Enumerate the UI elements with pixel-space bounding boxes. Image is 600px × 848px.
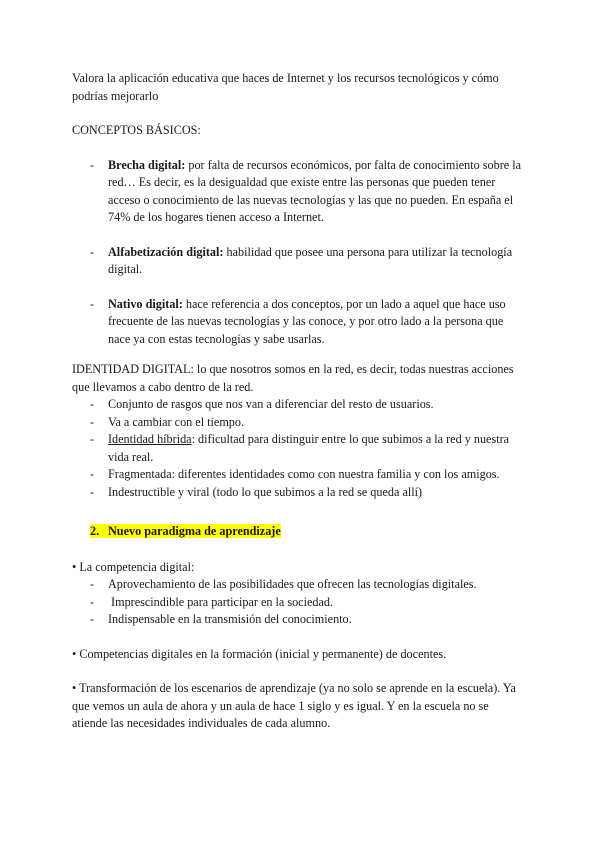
dash-marker: - [90,612,95,626]
concepts-heading: CONCEPTOS BÁSICOS: [72,123,201,137]
document-page [72,70,524,733]
concept-item [72,244,524,279]
dash-marker: - [90,594,95,609]
section-highlight [90,524,281,538]
dash-marker: - [90,577,95,591]
identity-text: Conjunto de rasgos que nos van a diferenciar del resto de usuarios. [108,397,434,411]
dash-marker: - [90,157,95,172]
dash-marker: - [90,244,95,259]
dash-marker: - [90,414,95,429]
concept-text: por falta de recursos económicos, por falta de conocimiento sobre la red… Es decir, es la desigualdad que existe entre las personas que pueden tener acceso o conocimiento de las nuevas tecnologías y las que no pueden. En españa el 74% de los hogares tienen acceso a Internet. [108,157,522,224]
concept-text: hace referencia a dos conceptos, por un lado a aquel que hace uso frecuente de las nuevas tecnologías y las conoce, y por otro lado a la persona que nace ya con estas tecnologías y sabe usarlas. [108,296,506,346]
identity-item [72,396,524,414]
competence-heading: • La competencia digital: [72,559,195,574]
section-number: 2. [90,524,100,538]
bullet-paragraph: • Competencias digitales en la formación (inicial y permanente) de docentes. [72,646,447,661]
competence-item [72,611,524,629]
competence-item [72,576,524,594]
identity-item [72,431,524,466]
identity-list [72,396,524,501]
identity-text: Indestructible y viral (todo lo que subimos a la red se queda allí) [108,484,423,499]
dash-marker: - [90,467,95,481]
identity-text: Va a cambiar con el tiempo. [108,414,245,429]
identity-item [72,414,524,432]
competence-text: Indispensable en la transmisión del conocimiento. [108,612,352,626]
section-heading [90,523,524,541]
competence-text: Aprovechamiento de las posibilidades que ofrecen las tecnologías digitales. [108,577,477,591]
concept-text: habilidad que posee una persona para utilizar la tecnología digital. [108,244,513,276]
identity-intro: IDENTIDAD DIGITAL: lo que nosotros somos en la red, es decir, todas nuestras acciones que llevamos a cabo dentro de la red. [72,362,514,394]
section-title: Nuevo paradigma de aprendizaje [108,524,281,538]
dash-marker: - [90,397,95,411]
concept-term: Brecha digital: [108,157,186,172]
identity-item [72,466,524,484]
concept-term: Nativo digital: [108,296,183,311]
identity-text: Fragmentada: diferentes identidades como con nuestra familia y con los amigos. [108,467,500,481]
concept-item [72,296,524,349]
identity-item [72,484,524,502]
bullet-paragraph: • Transformación de los escenarios de aprendizaje (ya no solo se aprende en la escuela). Ya que vemos un aula de ahora y un aula de hace 1 siglo y es igual. Y en la escuela no se atiende las necesidades individuales de cada alumno. [72,681,516,730]
competence-text: Imprescindible para participar en la sociedad. [108,594,334,609]
intro-paragraph: Valora la aplicación educativa que haces de Internet y los recursos tecnológicos y cómo podrías mejorarlo [72,71,499,103]
competence-list [72,576,524,629]
concept-term: Alfabetización digital: [108,244,224,259]
dash-marker: - [90,432,95,446]
identity-text: : dificultad para distinguir entre lo que subimos a la red y nuestra vida real. [108,432,510,464]
dash-marker: - [90,296,95,311]
identity-underlined-term: Identidad híbrida [108,432,192,446]
competence-item [72,594,524,612]
dash-marker: - [90,484,95,499]
concept-item [72,157,524,227]
concepts-list [72,157,524,349]
